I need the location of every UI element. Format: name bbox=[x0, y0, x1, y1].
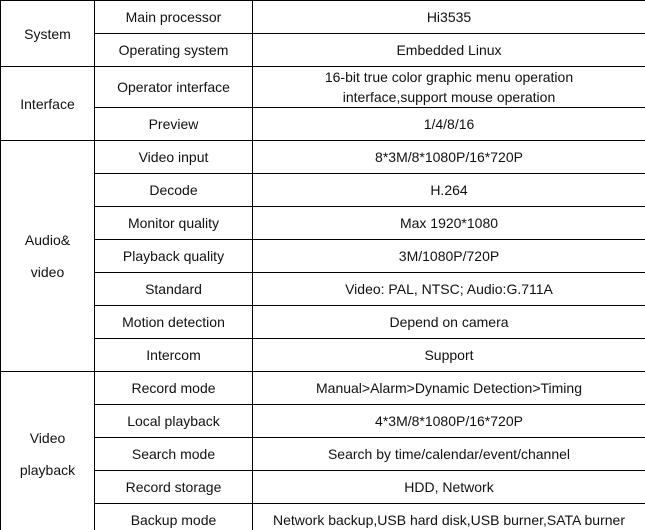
table-row bbox=[1, 67, 645, 108]
value-cell-operator-interface bbox=[253, 67, 645, 108]
feature-cell-preview: Preview bbox=[95, 108, 253, 141]
group-label: System bbox=[24, 25, 71, 42]
value-text: H.264 bbox=[430, 182, 468, 198]
feature-cell-standard: Standard bbox=[95, 273, 253, 306]
feature-cell-operator-interface: Operator interface bbox=[95, 67, 253, 108]
table-row bbox=[1, 306, 645, 339]
feature-cell-video-input: Video input bbox=[95, 141, 253, 174]
feature-cell-record-mode: Record mode bbox=[95, 372, 253, 405]
table-row bbox=[1, 141, 645, 174]
value-text: Depend on camera bbox=[389, 314, 509, 330]
value-text: Manual>Alarm>Dynamic Detection>Timing bbox=[316, 380, 582, 396]
feature-cell-backup-mode: Backup mode bbox=[95, 504, 253, 530]
table-row bbox=[1, 504, 645, 530]
feature-cell-search-mode: Search mode bbox=[95, 438, 253, 471]
table-row bbox=[1, 405, 645, 438]
table-row bbox=[1, 339, 645, 372]
value-text: 8*3M/8*1080P/16*720P bbox=[375, 149, 523, 165]
value-cell-record-mode bbox=[253, 372, 645, 405]
group-label: Interface bbox=[20, 95, 75, 112]
feature-cell-intercom: Intercom bbox=[95, 339, 253, 372]
value-text: Search by time/calendar/event/channel bbox=[327, 446, 571, 462]
group-label: Audio& bbox=[24, 232, 71, 248]
table-row bbox=[1, 438, 645, 471]
value-cell-operating-system bbox=[253, 34, 645, 67]
value-text: Hi3535 bbox=[426, 9, 472, 25]
table-row bbox=[1, 34, 645, 67]
value-text: interface,support mouse operation bbox=[342, 89, 556, 105]
value-cell-standard bbox=[253, 273, 645, 306]
value-text: 1/4/8/16 bbox=[423, 116, 475, 132]
feature-cell-record-storage: Record storage bbox=[95, 471, 253, 504]
table-row bbox=[1, 471, 645, 504]
group-label-cell bbox=[1, 1, 95, 67]
table-row bbox=[1, 240, 645, 273]
value-cell-search-mode bbox=[253, 438, 645, 471]
feature-cell-main-processor: Main processor bbox=[95, 1, 253, 34]
group-label-cell bbox=[1, 372, 95, 530]
value-text: Video: PAL, NTSC; Audio:G.711A bbox=[345, 281, 553, 297]
value-cell-intercom bbox=[253, 339, 645, 372]
feature-cell-local-playback: Local playback bbox=[95, 405, 253, 438]
group-label-cell bbox=[1, 67, 95, 141]
group-label: video bbox=[30, 264, 65, 280]
group-label-cell bbox=[1, 141, 95, 372]
value-cell-local-playback bbox=[253, 405, 645, 438]
value-text: HDD, Network bbox=[404, 479, 494, 495]
value-cell-record-storage bbox=[253, 471, 645, 504]
feature-cell-monitor-quality: Monitor quality bbox=[95, 207, 253, 240]
table-row bbox=[1, 207, 645, 240]
value-cell-video-input bbox=[253, 141, 645, 174]
value-text: 3M/1080P/720P bbox=[398, 248, 500, 264]
value-text: Embedded Linux bbox=[396, 42, 502, 58]
group-label: Video bbox=[29, 430, 66, 446]
value-cell-main-processor bbox=[253, 1, 645, 34]
value-text: Support bbox=[424, 347, 474, 363]
value-cell-decode bbox=[253, 174, 645, 207]
spec-table-body bbox=[1, 1, 645, 530]
value-cell-monitor-quality bbox=[253, 207, 645, 240]
table-row bbox=[1, 108, 645, 141]
feature-cell-operating-system: Operating system bbox=[95, 34, 253, 67]
group-label: playback bbox=[19, 462, 76, 478]
table-row bbox=[1, 174, 645, 207]
feature-cell-decode: Decode bbox=[95, 174, 253, 207]
value-text: Network backup,USB hard disk,USB burner,SATA burner bbox=[273, 512, 625, 528]
value-cell-preview bbox=[253, 108, 645, 141]
value-text: Max 1920*1080 bbox=[399, 215, 499, 231]
value-cell-playback-quality bbox=[253, 240, 645, 273]
value-text: 16-bit true color graphic menu operation bbox=[324, 69, 574, 85]
table-row bbox=[1, 1, 645, 34]
feature-cell-playback-quality: Playback quality bbox=[95, 240, 253, 273]
table-row bbox=[1, 273, 645, 306]
value-cell-backup-mode bbox=[253, 504, 645, 530]
value-text: 4*3M/8*1080P/16*720P bbox=[375, 413, 523, 429]
feature-cell-motion-detection: Motion detection bbox=[95, 306, 253, 339]
table-row bbox=[1, 372, 645, 405]
value-cell-motion-detection bbox=[253, 306, 645, 339]
